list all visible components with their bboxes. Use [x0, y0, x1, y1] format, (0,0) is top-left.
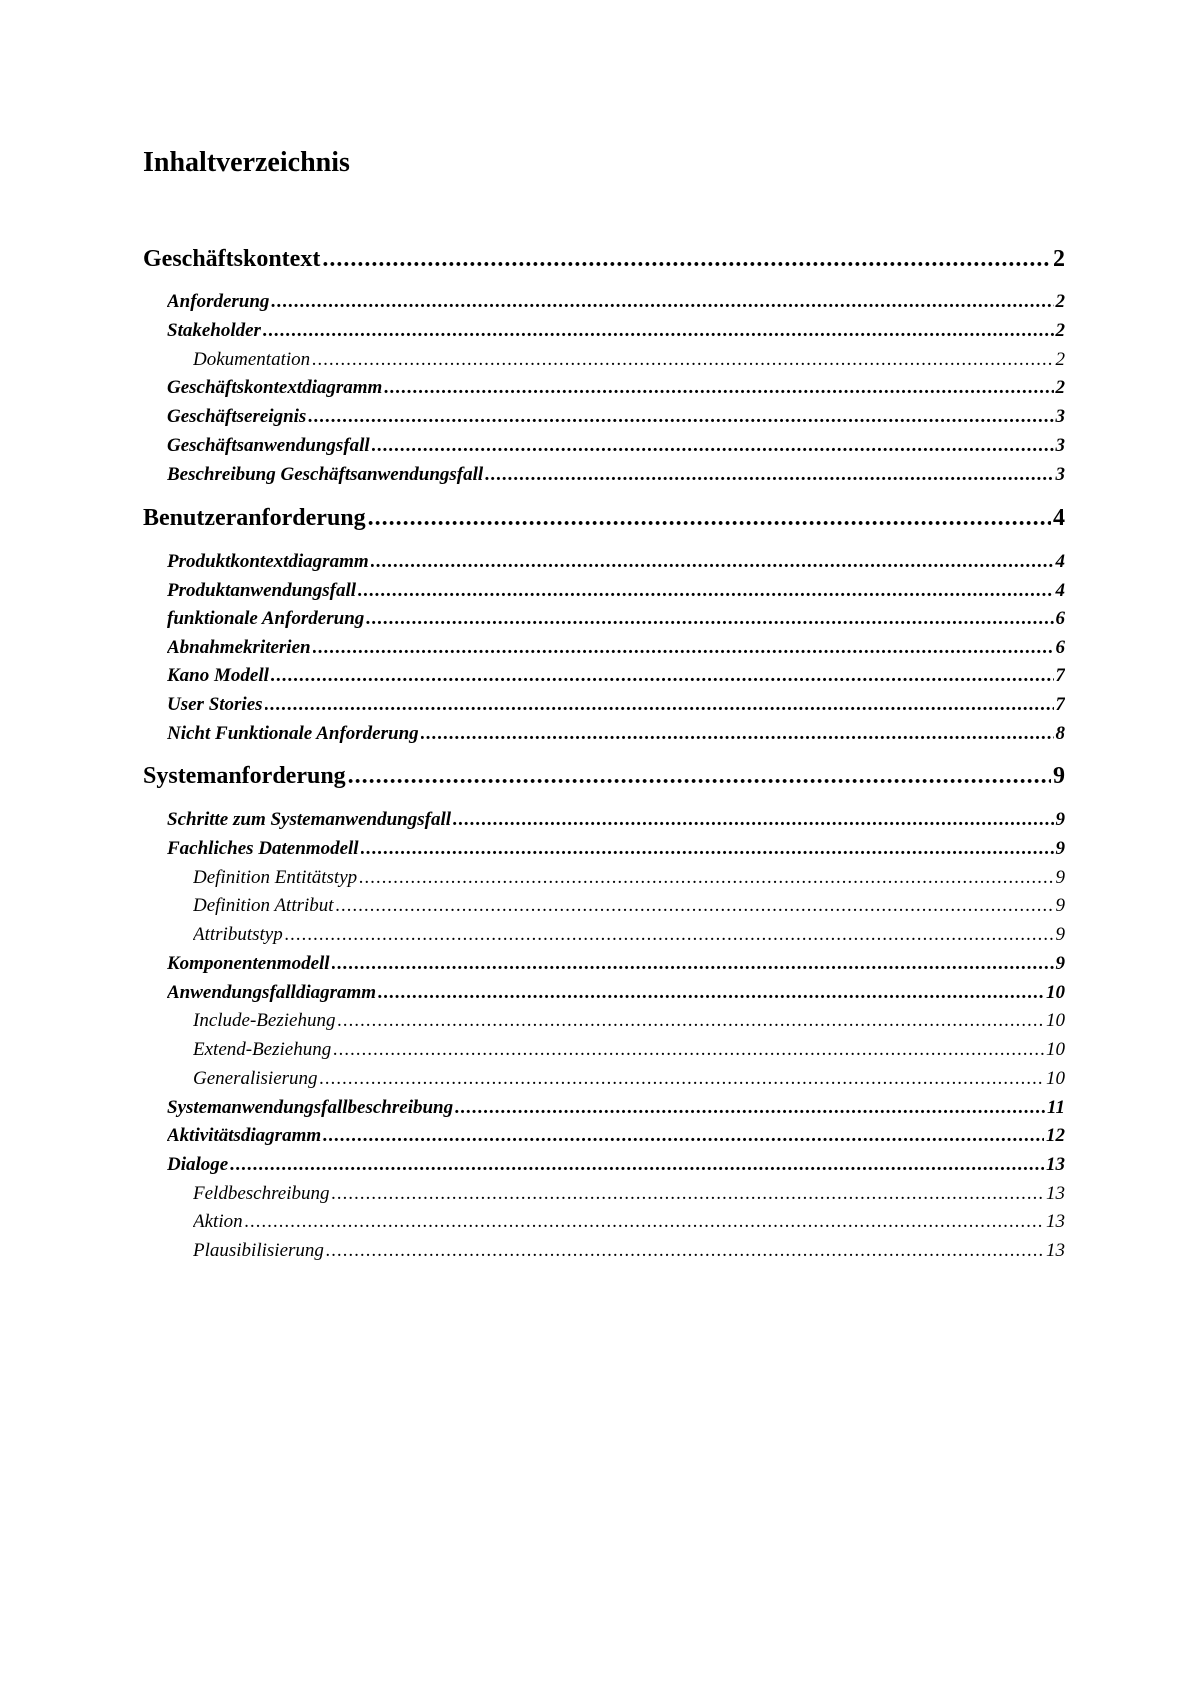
- toc-page-number: 8: [1055, 723, 1065, 744]
- toc-page-number: 9: [1055, 953, 1065, 974]
- toc-title: Inhaltverzeichnis: [143, 147, 350, 178]
- toc-page-number: 6: [1055, 637, 1065, 658]
- toc-entry[interactable]: [167, 607, 1065, 631]
- toc-entry-label: Dialoge: [167, 1154, 229, 1175]
- toc-dot-leader: [337, 1009, 1044, 1033]
- toc-dot-leader: [245, 1210, 1044, 1234]
- toc-entry-label: Feldbeschreibung: [193, 1183, 330, 1204]
- toc-dot-leader: [326, 1239, 1044, 1263]
- toc-page-number: 10: [1046, 1039, 1065, 1060]
- toc-entry-label: Generalisierung: [193, 1068, 318, 1089]
- toc-page-number: 7: [1055, 665, 1065, 686]
- toc-entry-label: Attributstyp: [193, 924, 283, 945]
- toc-dot-leader: [358, 579, 1054, 603]
- toc-dot-leader: [322, 244, 1051, 274]
- toc-entry-label: Plausibilisierung: [193, 1240, 324, 1261]
- toc-page-number: 7: [1055, 694, 1065, 715]
- toc-entry[interactable]: [167, 636, 1065, 660]
- toc-page-number: 13: [1046, 1154, 1065, 1175]
- toc-entry-label: funktionale Anforderung: [167, 608, 365, 629]
- toc-dot-leader: [263, 319, 1054, 343]
- toc-entry[interactable]: [167, 376, 1065, 400]
- toc-entry-label: Include-Beziehung: [193, 1010, 336, 1031]
- toc-page-number: 9: [1055, 924, 1065, 945]
- toc-dot-leader: [332, 952, 1054, 976]
- toc-dot-leader: [455, 1096, 1045, 1120]
- toc-entry[interactable]: [193, 1067, 1065, 1091]
- toc-entry-label: Nicht Funktionale Anforderung: [167, 723, 419, 744]
- toc-entry[interactable]: [167, 319, 1065, 343]
- toc-dot-leader: [485, 463, 1053, 487]
- toc-entry-label: Dokumentation: [193, 349, 311, 370]
- toc-entry[interactable]: [167, 1153, 1065, 1177]
- toc-page-number: 4: [1055, 551, 1065, 572]
- toc-entry-label: Geschäftsanwendungsfall: [167, 435, 370, 456]
- toc-dot-leader: [453, 808, 1053, 832]
- toc-dot-leader: [333, 1038, 1044, 1062]
- toc-entry-label: Extend-Beziehung: [193, 1039, 332, 1060]
- toc-entry-label: Geschäftskontextdiagramm: [167, 377, 383, 398]
- toc-page-number: 9: [1055, 867, 1065, 888]
- toc-page-number: 10: [1046, 1010, 1065, 1031]
- toc-page-number: 4: [1055, 580, 1065, 601]
- toc-entry-label: Produktanwendungsfall: [167, 580, 356, 601]
- toc-page-number: 13: [1046, 1211, 1065, 1232]
- toc-entry[interactable]: [167, 981, 1065, 1005]
- toc-entry-label: User Stories: [167, 694, 263, 715]
- toc-entry[interactable]: [193, 866, 1065, 890]
- toc-entry[interactable]: [167, 579, 1065, 603]
- toc-entry[interactable]: [167, 837, 1065, 861]
- toc-entry[interactable]: [167, 1124, 1065, 1148]
- toc-entry-label: Systemanwendungsfallbeschreibung: [167, 1097, 454, 1118]
- toc-entry[interactable]: [193, 1009, 1065, 1033]
- toc-page-number: 6: [1055, 608, 1065, 629]
- toc-entry[interactable]: [167, 434, 1065, 458]
- toc-entry-label: Anwendungsfalldiagramm: [167, 982, 377, 1003]
- toc-entry[interactable]: [193, 1239, 1065, 1263]
- toc-entry[interactable]: [167, 290, 1065, 314]
- toc-entry[interactable]: [167, 952, 1065, 976]
- toc-entry-label: Produktkontextdiagramm: [167, 551, 369, 572]
- toc-dot-leader: [384, 376, 1053, 400]
- toc-dot-leader: [308, 405, 1053, 429]
- toc-dot-leader: [285, 923, 1054, 947]
- toc-entry[interactable]: [167, 693, 1065, 717]
- toc-entry[interactable]: [143, 244, 1065, 274]
- toc-dot-leader: [421, 722, 1054, 746]
- toc-dot-leader: [313, 636, 1054, 660]
- toc-entry-label: Benutzeranforderung: [143, 505, 366, 531]
- toc-dot-leader: [361, 837, 1054, 861]
- toc-entry-label: Aktion: [193, 1211, 243, 1232]
- toc-dot-leader: [320, 1067, 1044, 1091]
- toc-page-number: 9: [1055, 895, 1065, 916]
- toc-entry-label: Geschäftsereignis: [167, 406, 307, 427]
- toc-page-number: 2: [1055, 320, 1065, 341]
- toc-page-number: 9: [1055, 838, 1065, 859]
- toc-entry-label: Fachliches Datenmodell: [167, 838, 359, 859]
- toc-dot-leader: [271, 290, 1053, 314]
- toc-dot-leader: [331, 1182, 1044, 1206]
- toc-page-number: 12: [1046, 1125, 1065, 1146]
- toc-entry[interactable]: [167, 664, 1065, 688]
- toc-page-number: 10: [1046, 1068, 1065, 1089]
- toc-page-number: 2: [1055, 377, 1065, 398]
- toc-page-number: 10: [1046, 982, 1065, 1003]
- toc-entry-label: Definition Attribut: [193, 895, 334, 916]
- toc-page-number: 2: [1053, 246, 1065, 272]
- toc-entry[interactable]: [193, 1038, 1065, 1062]
- toc-dot-leader: [265, 693, 1054, 717]
- toc-entry[interactable]: [193, 1182, 1065, 1206]
- toc-entry[interactable]: [167, 1096, 1065, 1120]
- toc-entry[interactable]: [167, 808, 1065, 832]
- toc-entry[interactable]: [193, 923, 1065, 947]
- toc-dot-leader: [271, 664, 1054, 688]
- toc-page-number: 13: [1046, 1240, 1065, 1261]
- toc-entry[interactable]: [167, 550, 1065, 574]
- toc-dot-leader: [348, 761, 1051, 791]
- toc-entry-label: Geschäftskontext: [143, 246, 321, 272]
- toc-entry-label: Stakeholder: [167, 320, 261, 341]
- toc-dot-leader: [368, 503, 1051, 533]
- toc-page-number: 2: [1055, 349, 1065, 370]
- toc-entry-label: Schritte zum Systemanwendungsfall: [167, 809, 452, 830]
- toc-page-number: 4: [1053, 505, 1065, 531]
- toc-dot-leader: [230, 1153, 1044, 1177]
- toc-entry-label: Beschreibung Geschäftsanwendungsfall: [167, 464, 484, 485]
- toc-dot-leader: [336, 894, 1054, 918]
- toc-entry[interactable]: [143, 761, 1065, 791]
- toc-page-number: 2: [1055, 291, 1065, 312]
- toc-entry-label: Definition Entitätstyp: [193, 867, 358, 888]
- toc-page-number: 13: [1046, 1183, 1065, 1204]
- toc-dot-leader: [371, 550, 1054, 574]
- toc-dot-leader: [378, 981, 1044, 1005]
- toc-page-number: 3: [1055, 464, 1065, 485]
- toc-entry[interactable]: [193, 1210, 1065, 1234]
- toc-entry[interactable]: [193, 348, 1065, 372]
- toc-page-number: 9: [1053, 763, 1065, 789]
- toc-page-number: 9: [1055, 809, 1065, 830]
- toc-dot-leader: [323, 1124, 1044, 1148]
- toc-entry-label: Systemanforderung: [143, 763, 346, 789]
- toc-entry[interactable]: [167, 463, 1065, 487]
- toc-entry-label: Komponentenmodell: [167, 953, 330, 974]
- toc-page-number: 3: [1055, 435, 1065, 456]
- toc-entry[interactable]: [193, 894, 1065, 918]
- toc-entry[interactable]: [143, 503, 1065, 533]
- toc-page-number: 3: [1055, 406, 1065, 427]
- toc-entry[interactable]: [167, 722, 1065, 746]
- toc-entry-label: Kano Modell: [167, 665, 269, 686]
- toc-entry-label: Abnahmekriterien: [167, 637, 311, 658]
- toc-entry[interactable]: [167, 405, 1065, 429]
- toc-entry-label: Anforderung: [167, 291, 270, 312]
- toc-dot-leader: [359, 866, 1053, 890]
- toc-entry-label: Aktivitätsdiagramm: [167, 1125, 322, 1146]
- toc-dot-leader: [366, 607, 1053, 631]
- toc-dot-leader: [372, 434, 1054, 458]
- toc-dot-leader: [312, 348, 1053, 372]
- toc-page-number: 11: [1047, 1097, 1065, 1118]
